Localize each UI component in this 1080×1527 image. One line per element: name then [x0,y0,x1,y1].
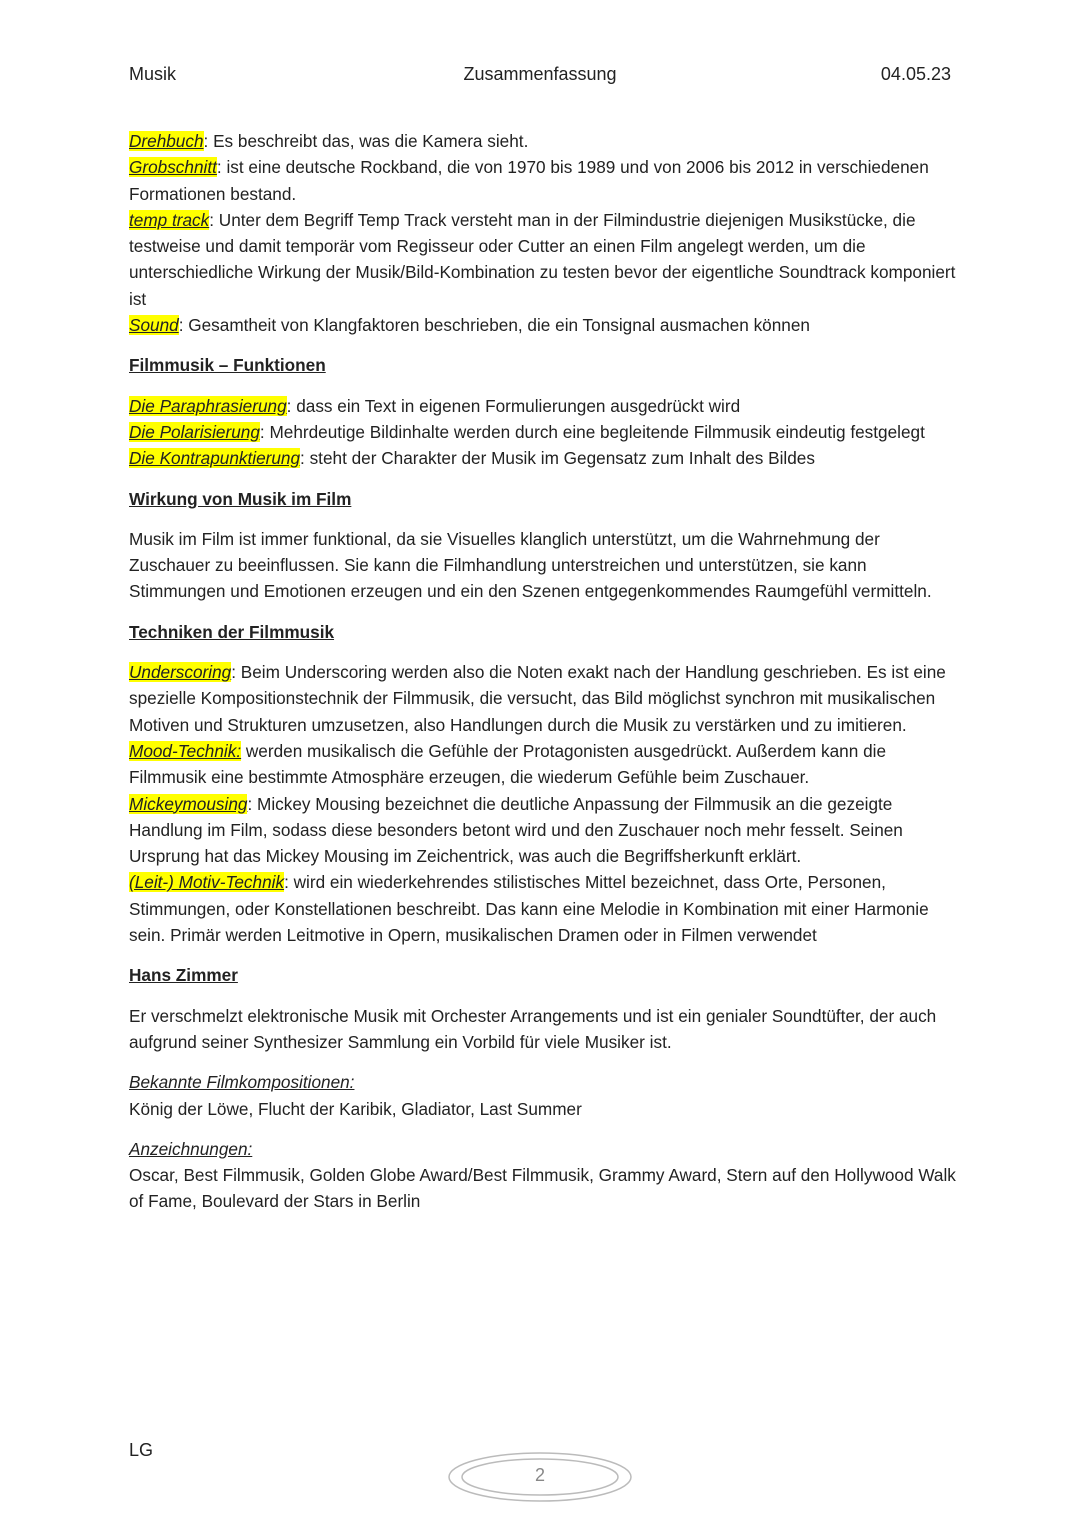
definition-text: : Es beschreibt das, was die Kamera sieht. [203,131,529,151]
term-drehbuch: Drehbuch [129,131,204,151]
awards-label: Anzeichnungen: [129,1138,253,1159]
definition-line [129,445,959,471]
definition-line [129,738,959,791]
term-polarisierung: Die Polarisierung [129,421,260,442]
definition-text: : Beim Underscoring werden also die Noten exakt nach der Handlung geschrieben. Es ist eine spezielle Kompositionstechnik der Filmmusik, die versucht, das Bild möglichst synchron mit musikalischen Motiven und Strukturen umzusetzen, also Handlungen durch die Musik zu verstärken und zu imitieren. [129,662,946,735]
header-date: 04.05.23 [880,64,951,84]
definition-text: : Unter dem Begriff Temp Track versteht man in der Filmindustrie diejenigen Musikstücke, die testweise und damit temporär vom Regisseur oder Cutter an einen Film angelegt werden, um die unterschiedliche Wirkung der Musik/Bild-Kombination zu testen bevor der eigentliche Soundtrack komponiert ist [129,209,956,309]
page-number: 2 [534,1465,545,1485]
definition-text: : Mickey Mousing bezeichnet die deutliche Anpassung der Filmmusik an die gezeigte Handlung im Film, sodass diese besonders betont wird und den Zuschauer noch mehr fesselt. Seinen Ursprung hat das Mickey Mousing im Zeichentrick, was auch die Begriffsherkunft erklärt. [129,793,903,867]
subheading-awards [129,1136,959,1162]
term-mickeymousing: Mickeymousing [129,793,248,814]
spacer [129,1055,959,1069]
section-heading-zimmer: Hans Zimmer [129,965,238,986]
definition-line [129,419,959,445]
term-underscoring: Underscoring [129,662,232,683]
term-kontrapunktierung: Die Kontrapunktierung [129,448,301,469]
footer-initials: LG [129,1440,154,1460]
section-heading-funktionen: Filmmusik – Funktionen [129,355,326,376]
header-subject: Musik [129,64,177,84]
definition-line [129,312,959,338]
awards-list: Oscar, Best Filmmusik, Golden Globe Award/Best Filmmusik, Grammy Award, Stern auf den Hollywood Walk of Fame, Boulevard der Stars in Berlin [129,1165,956,1212]
paragraph-wirkung: Musik im Film ist immer funktional, da sie Visuelles klanglich unterstützt, um die Wahrnehmung der Zuschauer zu beeinflussen. Sie kann die Filmhandlung unterstreichen und unterstützen, sie kann Stimmungen und Emotionen erzeugen und ein den Szenen entgegenkommendes Raumgefühl vermitteln. [129,528,932,602]
spacer [129,1122,959,1136]
definition-text: : Mehrdeutige Bildinhalte werden durch eine begleitende Filmmusik eindeutig festgelegt [259,421,925,442]
works-label: Bekannte Filmkompositionen: [129,1072,355,1093]
page-header [129,64,951,90]
document-body [129,128,959,1215]
definition-text: : wird ein wiederkehrendes stilistisches Mittel bezeichnet, dass Orte, Personen, Stimmungen, oder Konstellationen beschreibt. Das kann eine Melodie in Kombination mit einer Harmonie sein. Primär werden Leitmotive in Opern, musikalischen Dramen oder in Filmen verwendet [129,872,929,946]
term-mood-technik: Mood-Technik: [129,740,242,761]
term-grobschnitt: Grobschnitt [129,157,217,178]
definition-text: : dass ein Text in eigenen Formulierungen ausgedrückt wird [286,395,741,416]
works-list: König der Löwe, Flucht der Karibik, Gladiator, Last Summer [129,1098,582,1119]
definition-line [129,393,959,419]
term-leitmotiv-technik: (Leit-) Motiv-Technik [129,872,285,893]
term-sound: Sound [129,315,179,336]
page-number-badge [447,1450,633,1504]
definition-text: werden musikalisch die Gefühle der Protagonisten ausgedrückt. Außerdem kann die Filmmusik eine bestimmte Atmosphäre erzeugen, die wiederum Gefühle beim Zuschauer. [129,740,887,788]
section-heading-wirkung: Wirkung von Musik im Film [129,488,352,509]
definition-text: : Gesamtheit von Klangfaktoren beschrieben, die ein Tonsignal ausmachen können [178,315,810,336]
definition-line [129,791,959,870]
section-heading-techniken: Techniken der Filmmusik [129,621,335,642]
header-title: Zusammenfassung [463,64,617,84]
definition-line [129,659,959,738]
definition-line [129,207,959,312]
definition-text: : steht der Charakter der Musik im Gegensatz zum Inhalt des Bildes [300,448,815,469]
term-paraphrasierung: Die Paraphrasierung [129,395,287,416]
definition-line [129,869,959,948]
paragraph-zimmer: Er verschmelzt elektronische Musik mit Orchester Arrangements und ist ein genialer Soundtüfter, der auch aufgrund seiner Synthesizer Sammlung ein Vorbild für viele Musiker ist. [129,1005,937,1052]
subheading-works [129,1069,959,1095]
definition-line [129,154,959,207]
definition-text: : ist eine deutsche Rockband, die von 1970 bis 1989 und von 2006 bis 2012 in verschiedenen Formationen bestand. [129,157,929,204]
definition-line [129,128,959,154]
term-temp-track: temp track [129,209,210,230]
